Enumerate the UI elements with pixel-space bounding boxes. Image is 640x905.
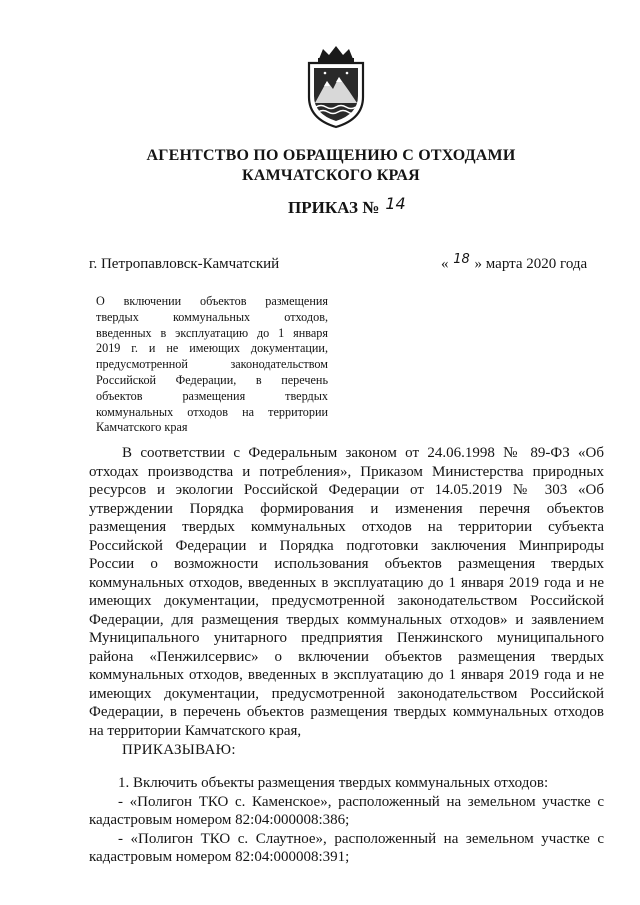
subject-line: объектов размещения твердых xyxy=(96,388,328,403)
item-line: кадастровым номером 82:04:000008:386; xyxy=(89,812,350,828)
order-subject xyxy=(96,294,328,436)
preamble-line: Федерации, для размещения твердых коммунальных отходов» и заявлением xyxy=(89,611,604,628)
item-line: - «Полигон ТКО с. Каменское», расположенный на земельном участке с xyxy=(118,793,604,810)
item-line: кадастровым номером 82:04:000008:391; xyxy=(89,849,350,865)
item-line: 1. Включить объекты размещения твердых коммунальных отходов: xyxy=(118,775,549,791)
preamble-line: Федерации, в перечень объектов размещения твердых коммунальных отходов xyxy=(89,704,604,720)
agency-name-line-2: КАМЧАТСКОГО КРАЯ xyxy=(242,167,420,184)
subject-line: Российской Федерации, в перечень xyxy=(96,372,328,387)
preamble-line: ресурсов и экологии Российской Федерации от 14.05.2019 № 303 «Об xyxy=(89,482,604,498)
date-open-quote: « xyxy=(441,256,449,272)
subject-line: твердых коммунальных отходов, xyxy=(96,309,328,324)
kamchatka-coat-of-arms-icon xyxy=(303,45,369,130)
preamble-line: района «Пенжилсервис» о включении объектов размещения твердых xyxy=(89,648,604,665)
date-month-year: » марта 2020 года xyxy=(474,256,588,272)
preamble-line: Российской Федерации и Порядка подготовки заключения Минприроды xyxy=(89,537,604,554)
preamble-paragraph xyxy=(89,444,604,740)
subject-line: введенных в эксплуатацию до 1 января xyxy=(96,325,328,340)
preamble-line: имеющих документации, предусмотренной законодательством Российской xyxy=(89,685,604,702)
subject-line: 2019 г. и не имеющих документации, xyxy=(96,341,328,356)
subject-line: коммунальных отходов на территории xyxy=(96,404,328,419)
order-directive-word: ПРИКАЗЫВАЮ: xyxy=(122,742,236,758)
preamble-line: на территории Камчатского края, xyxy=(89,722,302,739)
order-title-label: ПРИКАЗ № xyxy=(288,198,380,217)
subject-line: О включении объектов размещения xyxy=(96,294,328,308)
preamble-line: коммунальных отходов, введенных в эксплуатацию до 1 января 2019 года и не xyxy=(89,667,604,683)
date-day: 18 xyxy=(453,252,470,267)
preamble-line: утверждении Порядка формирования и изменения перечня объектов xyxy=(89,500,604,517)
preamble-line: коммунальных отходов, введенных в эксплуатацию до 1 января 2019 года и не xyxy=(89,574,604,591)
city-place: г. Петропавловск-Камчатский xyxy=(89,256,280,272)
agency-name xyxy=(0,146,640,186)
subject-line: предусмотренной законодательством xyxy=(96,357,328,372)
order-number: 14 xyxy=(385,194,406,213)
preamble-line: имеющих документации, предусмотренной законодательством Российской xyxy=(89,593,604,609)
preamble-line: размещения твердых коммунальных отходов на территории субъекта xyxy=(89,519,604,535)
subject-line: Камчатского края xyxy=(96,420,188,435)
item-line: - «Полигон ТКО с. Слаутное», расположенный на земельном участке с xyxy=(118,830,604,847)
agency-name-line-1: АГЕНТСТВО ПО ОБРАЩЕНИЮ С ОТХОДАМИ xyxy=(146,147,516,164)
order-items xyxy=(89,774,604,867)
preamble-line: В соответствии с Федеральным законом от 24.06.1998 № 89-ФЗ «Об xyxy=(122,445,604,461)
order-date xyxy=(441,252,588,273)
order-title xyxy=(288,194,406,218)
preamble-line: Муниципального унитарного предприятия Пенжинского муниципального xyxy=(89,630,604,646)
preamble-line: России о возможности использования объектов размещения твердых xyxy=(89,556,604,572)
preamble-line: отходах производства и потребления», Приказом Министерства природных xyxy=(89,463,604,480)
